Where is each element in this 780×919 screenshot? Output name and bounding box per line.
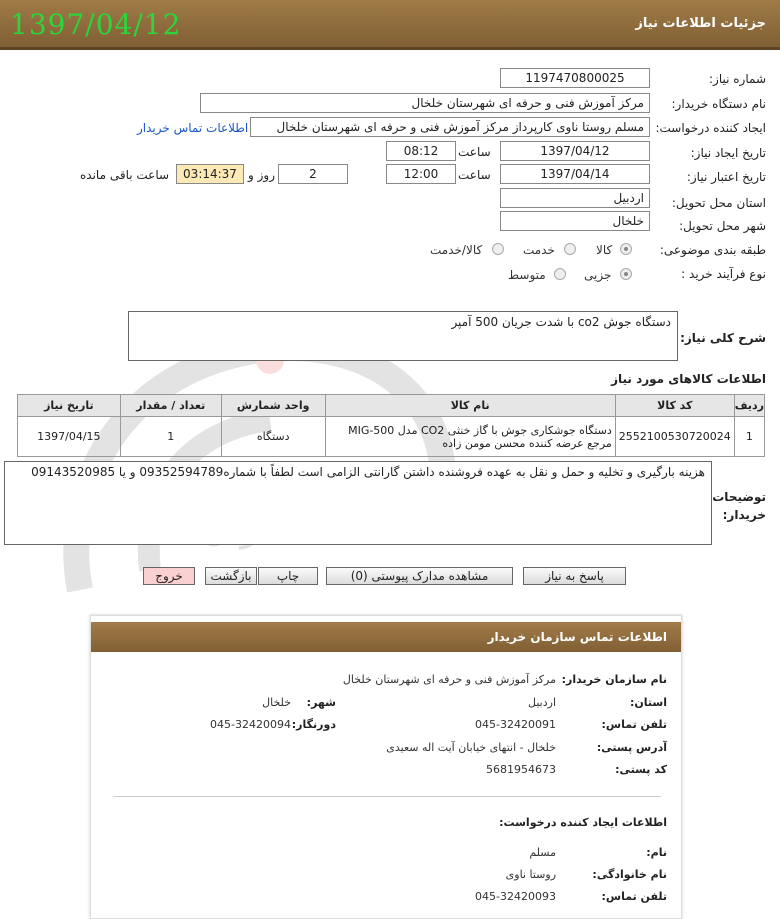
reply-button[interactable]: پاسخ به نیاز [523,567,626,585]
creator-section-title: اطلاعات ایجاد کننده درخواست: [499,816,667,829]
remaining-time-field: 03:14:37 [176,164,244,184]
header-date: 1397/04/12 [10,8,182,41]
category-radio-goods[interactable] [620,243,632,255]
contact-panel-title: اطلاعات تماس سازمان خریدار [487,630,667,644]
summary-label: شرح کلی نیاز: [680,331,766,345]
days-label: روز و [248,168,275,182]
validity-date-field: 1397/04/14 [500,164,650,184]
province-label-panel: استان: [630,696,667,709]
purchase-radio-medium[interactable] [554,268,566,280]
creator-family-value: روستا ناوی [505,868,556,881]
created-time-field: 08:12 [386,141,456,161]
created-date-label: تاریخ ایجاد نیاز: [690,146,766,160]
category-option-both: کالا/خدمت [430,243,483,257]
creator-name-label: نام: [646,846,667,859]
category-radio-both[interactable] [492,243,504,255]
province-label: استان محل تحویل: [671,196,766,210]
purchase-radio-minor[interactable] [620,268,632,280]
items-table [17,394,765,457]
purchase-type-label: نوع فرآیند خرید : [681,267,766,281]
buyer-notes-box: هزینه بارگیری و تخلیه و حمل و نقل به عهده فروشنده داشتن گارانتی الزامی است لطفاً با شماره09352594789 و یا 09143520985 [4,461,712,545]
validity-time-label: ساعت [458,168,491,182]
province-field: اردبیل [500,188,650,208]
cell-unit: دستگاه [221,417,325,457]
created-date-field: 1397/04/12 [500,141,650,161]
col-row: ردیف [734,395,764,417]
attachments-button[interactable]: مشاهده مدارک پیوستی (0) [326,567,513,585]
exit-button[interactable]: خروج [143,567,195,585]
creator-name-value: مسلم [529,846,556,859]
org-value: مرکز آموزش فنی و حرفه ای شهرستان خلخال [342,673,556,686]
col-date: تاریخ نیاز [18,395,121,417]
cell-qty: 1 [120,417,221,457]
purchase-option-medium: متوسط [508,268,546,282]
cell-row: 1 [734,417,764,457]
validity-time-field: 12:00 [386,164,456,184]
province-value-panel: اردبیل [528,696,556,709]
col-unit: واحد شمارش [221,395,325,417]
cell-name: دستگاه جوشکاری جوش با گاز خنثی CO2 مدل MIG-500 مرجع عرضه کننده محسن مومن زاده [325,417,615,457]
table-row [18,417,765,457]
city-label: شهر محل تحویل: [679,219,766,233]
address-value: خلخال - انتهای خیابان آیت اله سعیدی [386,741,556,754]
col-name: نام کالا [325,395,615,417]
remaining-label: ساعت باقی مانده [80,168,170,182]
items-section-title: اطلاعات کالاهای مورد نیاز [611,372,766,386]
org-label: نام سازمان خریدار: [561,673,667,686]
back-button[interactable]: بازگشت [205,567,257,585]
phone-label-panel: تلفن تماس: [601,718,667,731]
category-radio-service[interactable] [564,243,576,255]
contact-panel-header [91,622,681,652]
page-header [0,0,780,50]
print-button[interactable]: چاپ [258,567,318,585]
cell-code: 2552100530720024 [615,417,734,457]
category-option-goods: کالا [596,243,613,257]
city-field: خلخال [500,211,650,231]
buyer-contact-link[interactable]: اطلاعات تماس خریدار [137,121,249,135]
buyer-notes-label: توضیحات خریدار: [712,490,766,522]
buyer-org-label: نام دستگاه خریدار: [671,97,766,111]
phone-value-panel: 045-32420091 [475,718,556,731]
panel-divider [113,796,661,797]
need-number-label: شماره نیاز: [709,72,766,86]
purchase-option-minor: جزیی [584,268,612,282]
postal-value: 5681954673 [486,763,556,776]
col-qty: تعداد / مقدار [120,395,221,417]
category-option-service: خدمت [523,243,555,257]
category-label: طبقه بندی موضوعی: [659,243,766,257]
fax-label: دورنگار: [291,718,336,731]
buyer-org-field: مرکز آموزش فنی و حرفه ای شهرستان خلخال [200,93,650,113]
buyer-contact-panel [90,615,682,919]
days-count-field: 2 [278,164,348,184]
page-title: جزئیات اطلاعات نیاز [635,16,766,31]
created-time-label: ساعت [458,145,491,159]
creator-phone-value: 045-32420093 [475,890,556,903]
address-label: آدرس پستی: [596,741,667,754]
col-code: کد کالا [615,395,734,417]
postal-label: کد پستی: [615,763,667,776]
requester-label: ایجاد کننده درخواست: [655,121,766,135]
validity-label: تاریخ اعتبار نیاز: [686,170,766,184]
city-value-panel: خلخال [262,696,291,709]
fax-value: 045-32420094 [210,718,291,731]
need-number-field: 1197470800025 [500,68,650,88]
creator-family-label: نام خانوادگی: [592,868,667,881]
city-label-panel: شهر: [306,696,336,709]
cell-date: 1397/04/15 [18,417,121,457]
summary-box: دستگاه جوش co2 با شدت جریان 500 آمپر [128,311,678,361]
requester-field: مسلم روستا ناوی کارپرداز مرکز آموزش فنی و حرفه ای شهرستان خلخال [250,117,650,137]
creator-phone-label: تلفن تماس: [601,890,667,903]
